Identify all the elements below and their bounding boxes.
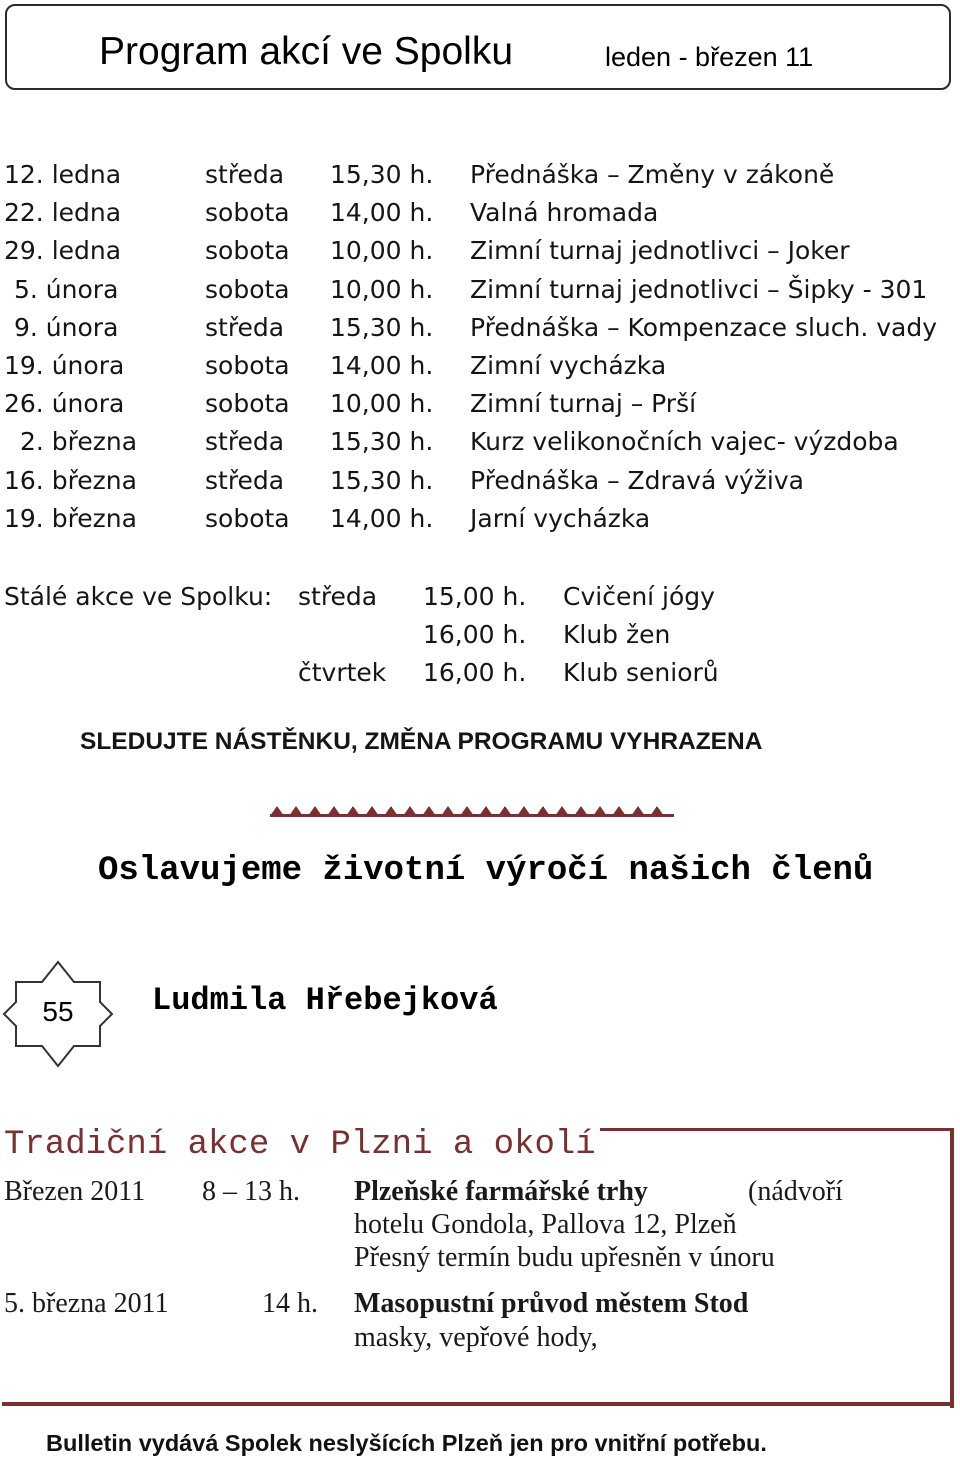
schedule-day: sobota: [205, 198, 290, 228]
trad-event-date: Březen 2011: [4, 1176, 146, 1207]
permanent-time: 16,00 h.: [423, 658, 527, 687]
age-number: 55: [42, 996, 74, 1027]
schedule-time: 10,00 h.: [330, 274, 434, 304]
schedule-day: středa: [205, 465, 285, 495]
schedule-event: Zimní turnaj jednotlivci – Šipky - 301: [470, 274, 928, 304]
schedule-date: 5. února: [14, 274, 119, 304]
schedule-time: 14,00 h.: [330, 350, 434, 380]
trad-event-date: 5. března 2011: [4, 1288, 169, 1319]
schedule-time: 15,30 h.: [330, 160, 434, 189]
schedule-date: 19. března: [4, 503, 137, 533]
schedule-day: sobota: [205, 503, 290, 533]
schedule-date: 22. ledna: [4, 198, 122, 228]
schedule-date: 16. března: [4, 465, 137, 495]
schedule-time: 15,30 h.: [330, 465, 434, 495]
schedule-date: 2. března: [20, 427, 138, 457]
schedule-date: 29. ledna: [4, 236, 122, 266]
schedule-time: 10,00 h.: [330, 389, 434, 419]
schedule-day: středa: [205, 427, 285, 457]
frame-border-right: [950, 1128, 954, 1408]
member-name: Ludmila Hřebejková: [152, 982, 498, 1019]
traditional-heading: Tradiční akce v Plzni a okolí: [4, 1126, 596, 1164]
schedule-event: Valná hromada: [470, 198, 659, 228]
celebration-heading: Oslavujeme životní výročí našich členů: [98, 852, 874, 890]
schedule-event: Zimní vycházka: [470, 350, 667, 380]
schedule-event: Přednáška – Zdravá výživa: [470, 465, 804, 495]
frame-border-bottom: [2, 1402, 954, 1406]
schedule-date: 26. února: [4, 389, 125, 419]
trad-event-detail: (nádvoří: [748, 1176, 843, 1207]
schedule-date: 9. února: [14, 312, 119, 342]
page-period: leden - březen 11: [605, 42, 814, 72]
frame-border-top: [600, 1128, 953, 1131]
trad-event-detail: masky, vepřové hody,: [354, 1322, 598, 1353]
permanent-event: Cvičení jógy: [563, 582, 715, 611]
age-badge: [2, 960, 114, 1068]
schedule-event: Přednáška – Změny v zákoně: [470, 160, 835, 189]
trad-event-time: 8 – 13 h.: [202, 1176, 300, 1207]
schedule-date: 19. února: [4, 350, 125, 380]
permanent-time: 15,00 h.: [423, 582, 527, 611]
schedule-day: sobota: [205, 274, 290, 304]
permanent-event: Klub žen: [563, 620, 671, 649]
trad-event-name: Masopustní průvod městem Stod: [354, 1288, 749, 1319]
schedule-day: sobota: [205, 389, 290, 419]
permanent-day: čtvrtek: [298, 658, 387, 687]
notice-banner: SLEDUJTE NÁSTĚNKU, ZMĚNA PROGRAMU VYHRAZENA: [80, 728, 763, 755]
schedule-time: 15,30 h.: [330, 427, 434, 457]
schedule-event: Jarní vycházka: [470, 503, 651, 533]
schedule-event: Kurz velikonočních vajec- výzdoba: [470, 427, 899, 457]
schedule-time: 10,00 h.: [330, 236, 434, 266]
trad-event-name: Plzeňské farmářské trhy: [354, 1176, 648, 1207]
schedule-day: sobota: [205, 350, 290, 380]
trad-event-time: 14 h.: [262, 1288, 318, 1319]
schedule-time: 14,00 h.: [330, 503, 434, 533]
permanent-event: Klub seniorů: [563, 658, 719, 687]
schedule-day: sobota: [205, 236, 290, 266]
schedule-date: 12. ledna: [4, 160, 122, 189]
schedule-event: Přednáška – Kompenzace sluch. vady: [470, 312, 938, 342]
decorative-divider: [270, 800, 680, 818]
footer-note: Bulletin vydává Spolek neslyšících Plzeň jen pro vnitřní potřebu.: [46, 1430, 767, 1456]
permanent-time: 16,00 h.: [423, 620, 527, 649]
title-box: [5, 4, 951, 90]
schedule-event: Zimní turnaj jednotlivci – Joker: [470, 236, 850, 266]
schedule-day: středa: [205, 312, 285, 342]
schedule-time: 14,00 h.: [330, 198, 434, 228]
page-title: Program akcí ve Spolku: [99, 30, 514, 73]
schedule-day: středa: [205, 160, 285, 189]
schedule-time: 15,30 h.: [330, 312, 434, 342]
trad-event-detail: hotelu Gondola, Pallova 12, Plzeň: [354, 1209, 737, 1240]
trad-event-detail: Přesný termín budu upřesněn v únoru: [354, 1242, 775, 1273]
permanent-label: Stálé akce ve Spolku:: [4, 582, 273, 611]
schedule-event: Zimní turnaj – Prší: [470, 389, 697, 419]
permanent-day: středa: [298, 582, 378, 611]
